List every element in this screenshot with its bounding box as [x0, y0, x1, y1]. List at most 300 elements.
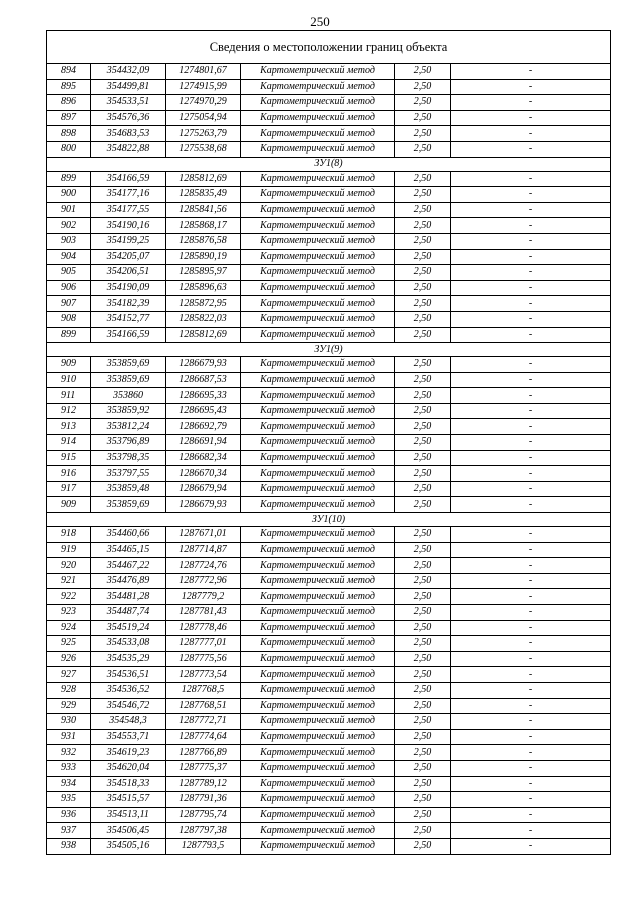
x-coordinate-cell: 354499,81 — [91, 79, 166, 95]
boundary-coordinates-table — [46, 30, 611, 855]
x-coordinate-cell: 354536,52 — [91, 682, 166, 698]
x-coordinate-cell: 354518,33 — [91, 776, 166, 792]
x-coordinate-cell: 353859,69 — [91, 357, 166, 373]
method-cell: Картометрический метод — [241, 249, 395, 265]
table-row — [47, 110, 611, 126]
description-cell: - — [451, 202, 611, 218]
method-cell: Картометрический метод — [241, 202, 395, 218]
accuracy-cell: 2,50 — [395, 527, 451, 543]
method-cell: Картометрический метод — [241, 636, 395, 652]
description-cell: - — [451, 171, 611, 187]
point-number-cell: 903 — [47, 233, 91, 249]
description-cell: - — [451, 265, 611, 281]
description-cell: - — [451, 605, 611, 621]
description-cell: - — [451, 542, 611, 558]
accuracy-cell: 2,50 — [395, 372, 451, 388]
method-cell: Картометрический метод — [241, 667, 395, 683]
point-number-cell: 920 — [47, 558, 91, 574]
method-cell: Картометрический метод — [241, 807, 395, 823]
table-row — [47, 497, 611, 513]
accuracy-cell: 2,50 — [395, 357, 451, 373]
accuracy-cell: 2,50 — [395, 388, 451, 404]
point-number-cell: 930 — [47, 714, 91, 730]
point-number-cell: 913 — [47, 419, 91, 435]
table-row — [47, 218, 611, 234]
table-row — [47, 126, 611, 142]
description-cell: - — [451, 95, 611, 111]
description-cell: - — [451, 823, 611, 839]
method-cell: Картометрический метод — [241, 311, 395, 327]
y-coordinate-cell: 1275263,79 — [166, 126, 241, 142]
point-number-cell: 936 — [47, 807, 91, 823]
x-coordinate-cell: 354535,29 — [91, 651, 166, 667]
accuracy-cell: 2,50 — [395, 714, 451, 730]
table-row — [47, 187, 611, 203]
method-cell: Картометрический метод — [241, 682, 395, 698]
point-number-cell: 907 — [47, 296, 91, 312]
x-coordinate-cell: 354190,16 — [91, 218, 166, 234]
accuracy-cell: 2,50 — [395, 296, 451, 312]
description-cell: - — [451, 280, 611, 296]
y-coordinate-cell: 1287778,46 — [166, 620, 241, 636]
accuracy-cell: 2,50 — [395, 636, 451, 652]
x-coordinate-cell: 353859,69 — [91, 372, 166, 388]
x-coordinate-cell: 353859,48 — [91, 481, 166, 497]
y-coordinate-cell: 1286687,53 — [166, 372, 241, 388]
accuracy-cell: 2,50 — [395, 605, 451, 621]
y-coordinate-cell: 1287773,54 — [166, 667, 241, 683]
accuracy-cell: 2,50 — [395, 807, 451, 823]
table-row — [47, 79, 611, 95]
method-cell: Картометрический метод — [241, 729, 395, 745]
point-number-cell: 916 — [47, 466, 91, 482]
description-cell: - — [451, 388, 611, 404]
x-coordinate-cell: 354182,39 — [91, 296, 166, 312]
x-coordinate-cell: 354199,25 — [91, 233, 166, 249]
accuracy-cell: 2,50 — [395, 651, 451, 667]
x-coordinate-cell: 353859,92 — [91, 403, 166, 419]
section-header-row — [47, 513, 611, 527]
y-coordinate-cell: 1285876,58 — [166, 233, 241, 249]
description-cell: - — [451, 79, 611, 95]
table-row — [47, 435, 611, 451]
method-cell: Картометрический метод — [241, 141, 395, 157]
point-number-cell: 800 — [47, 141, 91, 157]
x-coordinate-cell: 354683,53 — [91, 126, 166, 142]
accuracy-cell: 2,50 — [395, 171, 451, 187]
table-title-row — [47, 31, 611, 64]
y-coordinate-cell: 1287768,51 — [166, 698, 241, 714]
y-coordinate-cell: 1287775,37 — [166, 760, 241, 776]
accuracy-cell: 2,50 — [395, 403, 451, 419]
x-coordinate-cell: 354546,72 — [91, 698, 166, 714]
point-number-cell: 899 — [47, 327, 91, 343]
table-row — [47, 714, 611, 730]
x-coordinate-cell: 353798,35 — [91, 450, 166, 466]
point-number-cell: 929 — [47, 698, 91, 714]
description-cell: - — [451, 296, 611, 312]
table-row — [47, 776, 611, 792]
accuracy-cell: 2,50 — [395, 792, 451, 808]
table-row — [47, 667, 611, 683]
method-cell: Картометрический метод — [241, 760, 395, 776]
description-cell: - — [451, 311, 611, 327]
point-number-cell: 935 — [47, 792, 91, 808]
method-cell: Картометрический метод — [241, 792, 395, 808]
accuracy-cell: 2,50 — [395, 682, 451, 698]
x-coordinate-cell: 354476,89 — [91, 573, 166, 589]
method-cell: Картометрический метод — [241, 481, 395, 497]
accuracy-cell: 2,50 — [395, 760, 451, 776]
method-cell: Картометрический метод — [241, 435, 395, 451]
method-cell: Картометрический метод — [241, 823, 395, 839]
point-number-cell: 932 — [47, 745, 91, 761]
method-cell: Картометрический метод — [241, 620, 395, 636]
point-number-cell: 912 — [47, 403, 91, 419]
description-cell: - — [451, 126, 611, 142]
x-coordinate-cell: 354505,16 — [91, 838, 166, 854]
method-cell: Картометрический метод — [241, 558, 395, 574]
table-row — [47, 327, 611, 343]
y-coordinate-cell: 1274970,29 — [166, 95, 241, 111]
table-row — [47, 823, 611, 839]
accuracy-cell: 2,50 — [395, 218, 451, 234]
method-cell: Картометрический метод — [241, 187, 395, 203]
y-coordinate-cell: 1287777,01 — [166, 636, 241, 652]
accuracy-cell: 2,50 — [395, 620, 451, 636]
accuracy-cell: 2,50 — [395, 95, 451, 111]
x-coordinate-cell: 354548,3 — [91, 714, 166, 730]
point-number-cell: 915 — [47, 450, 91, 466]
method-cell: Картометрический метод — [241, 466, 395, 482]
method-cell: Картометрический метод — [241, 372, 395, 388]
table-row — [47, 265, 611, 281]
accuracy-cell: 2,50 — [395, 497, 451, 513]
table-row — [47, 838, 611, 854]
y-coordinate-cell: 1286679,93 — [166, 497, 241, 513]
y-coordinate-cell: 1286682,34 — [166, 450, 241, 466]
point-number-cell: 938 — [47, 838, 91, 854]
y-coordinate-cell: 1274915,99 — [166, 79, 241, 95]
method-cell: Картометрический метод — [241, 419, 395, 435]
method-cell: Картометрический метод — [241, 79, 395, 95]
table-row — [47, 141, 611, 157]
table-title: Сведения о местоположении границ объекта — [47, 31, 611, 64]
y-coordinate-cell: 1287789,12 — [166, 776, 241, 792]
y-coordinate-cell: 1287775,56 — [166, 651, 241, 667]
table-row — [47, 698, 611, 714]
y-coordinate-cell: 1285822,03 — [166, 311, 241, 327]
description-cell: - — [451, 327, 611, 343]
x-coordinate-cell: 354177,16 — [91, 187, 166, 203]
x-coordinate-cell: 354481,28 — [91, 589, 166, 605]
x-coordinate-cell: 354822,88 — [91, 141, 166, 157]
point-number-cell: 901 — [47, 202, 91, 218]
accuracy-cell: 2,50 — [395, 667, 451, 683]
table-row — [47, 311, 611, 327]
y-coordinate-cell: 1287671,01 — [166, 527, 241, 543]
description-cell: - — [451, 233, 611, 249]
description-cell: - — [451, 714, 611, 730]
y-coordinate-cell: 1286692,79 — [166, 419, 241, 435]
point-number-cell: 894 — [47, 64, 91, 80]
y-coordinate-cell: 1275054,94 — [166, 110, 241, 126]
description-cell: - — [451, 64, 611, 80]
x-coordinate-cell: 354576,36 — [91, 110, 166, 126]
table-row — [47, 636, 611, 652]
y-coordinate-cell: 1287766,89 — [166, 745, 241, 761]
method-cell: Картометрический метод — [241, 838, 395, 854]
point-number-cell: 904 — [47, 249, 91, 265]
x-coordinate-cell: 354166,59 — [91, 327, 166, 343]
point-number-cell: 917 — [47, 481, 91, 497]
y-coordinate-cell: 1287793,5 — [166, 838, 241, 854]
table-row — [47, 605, 611, 621]
point-number-cell: 910 — [47, 372, 91, 388]
method-cell: Картометрический метод — [241, 745, 395, 761]
method-cell: Картометрический метод — [241, 651, 395, 667]
y-coordinate-cell: 1285812,69 — [166, 171, 241, 187]
table-row — [47, 620, 611, 636]
y-coordinate-cell: 1287797,38 — [166, 823, 241, 839]
point-number-cell: 909 — [47, 357, 91, 373]
description-cell: - — [451, 419, 611, 435]
table-row — [47, 481, 611, 497]
x-coordinate-cell: 354152,77 — [91, 311, 166, 327]
table-row — [47, 450, 611, 466]
description-cell: - — [451, 187, 611, 203]
y-coordinate-cell: 1285841,56 — [166, 202, 241, 218]
y-coordinate-cell: 1275538,68 — [166, 141, 241, 157]
x-coordinate-cell: 354166,59 — [91, 171, 166, 187]
x-coordinate-cell: 353812,24 — [91, 419, 166, 435]
x-coordinate-cell: 354177,55 — [91, 202, 166, 218]
point-number-cell: 900 — [47, 187, 91, 203]
description-cell: - — [451, 558, 611, 574]
table-row — [47, 249, 611, 265]
table-row — [47, 589, 611, 605]
method-cell: Картометрический метод — [241, 280, 395, 296]
point-number-cell: 911 — [47, 388, 91, 404]
x-coordinate-cell: 353797,55 — [91, 466, 166, 482]
method-cell: Картометрический метод — [241, 589, 395, 605]
point-number-cell: 923 — [47, 605, 91, 621]
table-row — [47, 682, 611, 698]
accuracy-cell: 2,50 — [395, 698, 451, 714]
accuracy-cell: 2,50 — [395, 745, 451, 761]
table-row — [47, 792, 611, 808]
point-number-cell: 895 — [47, 79, 91, 95]
method-cell: Картометрический метод — [241, 357, 395, 373]
accuracy-cell: 2,50 — [395, 202, 451, 218]
x-coordinate-cell: 354190,09 — [91, 280, 166, 296]
description-cell: - — [451, 698, 611, 714]
accuracy-cell: 2,50 — [395, 79, 451, 95]
method-cell: Картометрический метод — [241, 450, 395, 466]
x-coordinate-cell: 354515,57 — [91, 792, 166, 808]
y-coordinate-cell: 1287772,71 — [166, 714, 241, 730]
point-number-cell: 931 — [47, 729, 91, 745]
x-coordinate-cell: 354206,51 — [91, 265, 166, 281]
table-row — [47, 388, 611, 404]
x-coordinate-cell: 354487,74 — [91, 605, 166, 621]
accuracy-cell: 2,50 — [395, 823, 451, 839]
accuracy-cell: 2,50 — [395, 729, 451, 745]
point-number-cell: 924 — [47, 620, 91, 636]
description-cell: - — [451, 141, 611, 157]
table-row — [47, 558, 611, 574]
accuracy-cell: 2,50 — [395, 280, 451, 296]
x-coordinate-cell: 354619,23 — [91, 745, 166, 761]
description-cell: - — [451, 760, 611, 776]
description-cell: - — [451, 682, 611, 698]
table-row — [47, 202, 611, 218]
description-cell: - — [451, 729, 611, 745]
table-row — [47, 807, 611, 823]
point-number-cell: 925 — [47, 636, 91, 652]
method-cell: Картометрический метод — [241, 95, 395, 111]
method-cell: Картометрический метод — [241, 605, 395, 621]
x-coordinate-cell: 353860 — [91, 388, 166, 404]
table-row — [47, 760, 611, 776]
accuracy-cell: 2,50 — [395, 838, 451, 854]
description-cell: - — [451, 792, 611, 808]
description-cell: - — [451, 466, 611, 482]
accuracy-cell: 2,50 — [395, 435, 451, 451]
y-coordinate-cell: 1285896,63 — [166, 280, 241, 296]
table-row — [47, 372, 611, 388]
method-cell: Картометрический метод — [241, 110, 395, 126]
point-number-cell: 918 — [47, 527, 91, 543]
method-cell: Картометрический метод — [241, 327, 395, 343]
point-number-cell: 899 — [47, 171, 91, 187]
x-coordinate-cell: 354205,07 — [91, 249, 166, 265]
y-coordinate-cell: 1287781,43 — [166, 605, 241, 621]
y-coordinate-cell: 1287791,36 — [166, 792, 241, 808]
point-number-cell: 905 — [47, 265, 91, 281]
y-coordinate-cell: 1285835,49 — [166, 187, 241, 203]
table-row — [47, 233, 611, 249]
y-coordinate-cell: 1286695,33 — [166, 388, 241, 404]
accuracy-cell: 2,50 — [395, 776, 451, 792]
x-coordinate-cell: 353796,89 — [91, 435, 166, 451]
y-coordinate-cell: 1286670,34 — [166, 466, 241, 482]
table-row — [47, 296, 611, 312]
section-header-row — [47, 157, 611, 171]
table-row — [47, 357, 611, 373]
accuracy-cell: 2,50 — [395, 481, 451, 497]
point-number-cell: 927 — [47, 667, 91, 683]
table-row — [47, 466, 611, 482]
method-cell: Картометрический метод — [241, 388, 395, 404]
table-body — [47, 31, 611, 855]
x-coordinate-cell: 354465,15 — [91, 542, 166, 558]
point-number-cell: 933 — [47, 760, 91, 776]
x-coordinate-cell: 354432,09 — [91, 64, 166, 80]
description-cell: - — [451, 776, 611, 792]
x-coordinate-cell: 354533,51 — [91, 95, 166, 111]
section-label: ЗУ1(8) — [47, 157, 611, 171]
y-coordinate-cell: 1286691,94 — [166, 435, 241, 451]
method-cell: Картометрический метод — [241, 171, 395, 187]
y-coordinate-cell: 1285890,19 — [166, 249, 241, 265]
y-coordinate-cell: 1285868,17 — [166, 218, 241, 234]
description-cell: - — [451, 620, 611, 636]
point-number-cell: 928 — [47, 682, 91, 698]
description-cell: - — [451, 651, 611, 667]
description-cell: - — [451, 110, 611, 126]
description-cell: - — [451, 745, 611, 761]
accuracy-cell: 2,50 — [395, 589, 451, 605]
section-label: ЗУ1(9) — [47, 343, 611, 357]
table-row — [47, 573, 611, 589]
y-coordinate-cell: 1285812,69 — [166, 327, 241, 343]
x-coordinate-cell: 354533,08 — [91, 636, 166, 652]
accuracy-cell: 2,50 — [395, 110, 451, 126]
accuracy-cell: 2,50 — [395, 542, 451, 558]
table-row — [47, 171, 611, 187]
accuracy-cell: 2,50 — [395, 141, 451, 157]
table-row — [47, 280, 611, 296]
accuracy-cell: 2,50 — [395, 311, 451, 327]
accuracy-cell: 2,50 — [395, 558, 451, 574]
y-coordinate-cell: 1274801,67 — [166, 64, 241, 80]
description-cell: - — [451, 450, 611, 466]
x-coordinate-cell: 354620,04 — [91, 760, 166, 776]
accuracy-cell: 2,50 — [395, 327, 451, 343]
description-cell: - — [451, 573, 611, 589]
description-cell: - — [451, 527, 611, 543]
method-cell: Картометрический метод — [241, 698, 395, 714]
method-cell: Картометрический метод — [241, 64, 395, 80]
accuracy-cell: 2,50 — [395, 450, 451, 466]
accuracy-cell: 2,50 — [395, 64, 451, 80]
x-coordinate-cell: 353859,69 — [91, 497, 166, 513]
method-cell: Картометрический метод — [241, 527, 395, 543]
point-number-cell: 922 — [47, 589, 91, 605]
description-cell: - — [451, 807, 611, 823]
method-cell: Картометрический метод — [241, 714, 395, 730]
description-cell: - — [451, 357, 611, 373]
x-coordinate-cell: 354460,66 — [91, 527, 166, 543]
description-cell: - — [451, 667, 611, 683]
point-number-cell: 908 — [47, 311, 91, 327]
table-row — [47, 64, 611, 80]
table-row — [47, 729, 611, 745]
description-cell: - — [451, 838, 611, 854]
point-number-cell: 914 — [47, 435, 91, 451]
point-number-cell: 919 — [47, 542, 91, 558]
description-cell: - — [451, 481, 611, 497]
accuracy-cell: 2,50 — [395, 249, 451, 265]
method-cell: Картометрический метод — [241, 497, 395, 513]
table-row — [47, 95, 611, 111]
accuracy-cell: 2,50 — [395, 187, 451, 203]
method-cell: Картометрический метод — [241, 218, 395, 234]
point-number-cell: 926 — [47, 651, 91, 667]
method-cell: Картометрический метод — [241, 776, 395, 792]
point-number-cell: 902 — [47, 218, 91, 234]
description-cell: - — [451, 636, 611, 652]
y-coordinate-cell: 1287774,64 — [166, 729, 241, 745]
point-number-cell: 898 — [47, 126, 91, 142]
page-number: 250 — [310, 14, 330, 29]
accuracy-cell: 2,50 — [395, 573, 451, 589]
point-number-cell: 897 — [47, 110, 91, 126]
point-number-cell: 937 — [47, 823, 91, 839]
description-cell: - — [451, 249, 611, 265]
y-coordinate-cell: 1285872,95 — [166, 296, 241, 312]
